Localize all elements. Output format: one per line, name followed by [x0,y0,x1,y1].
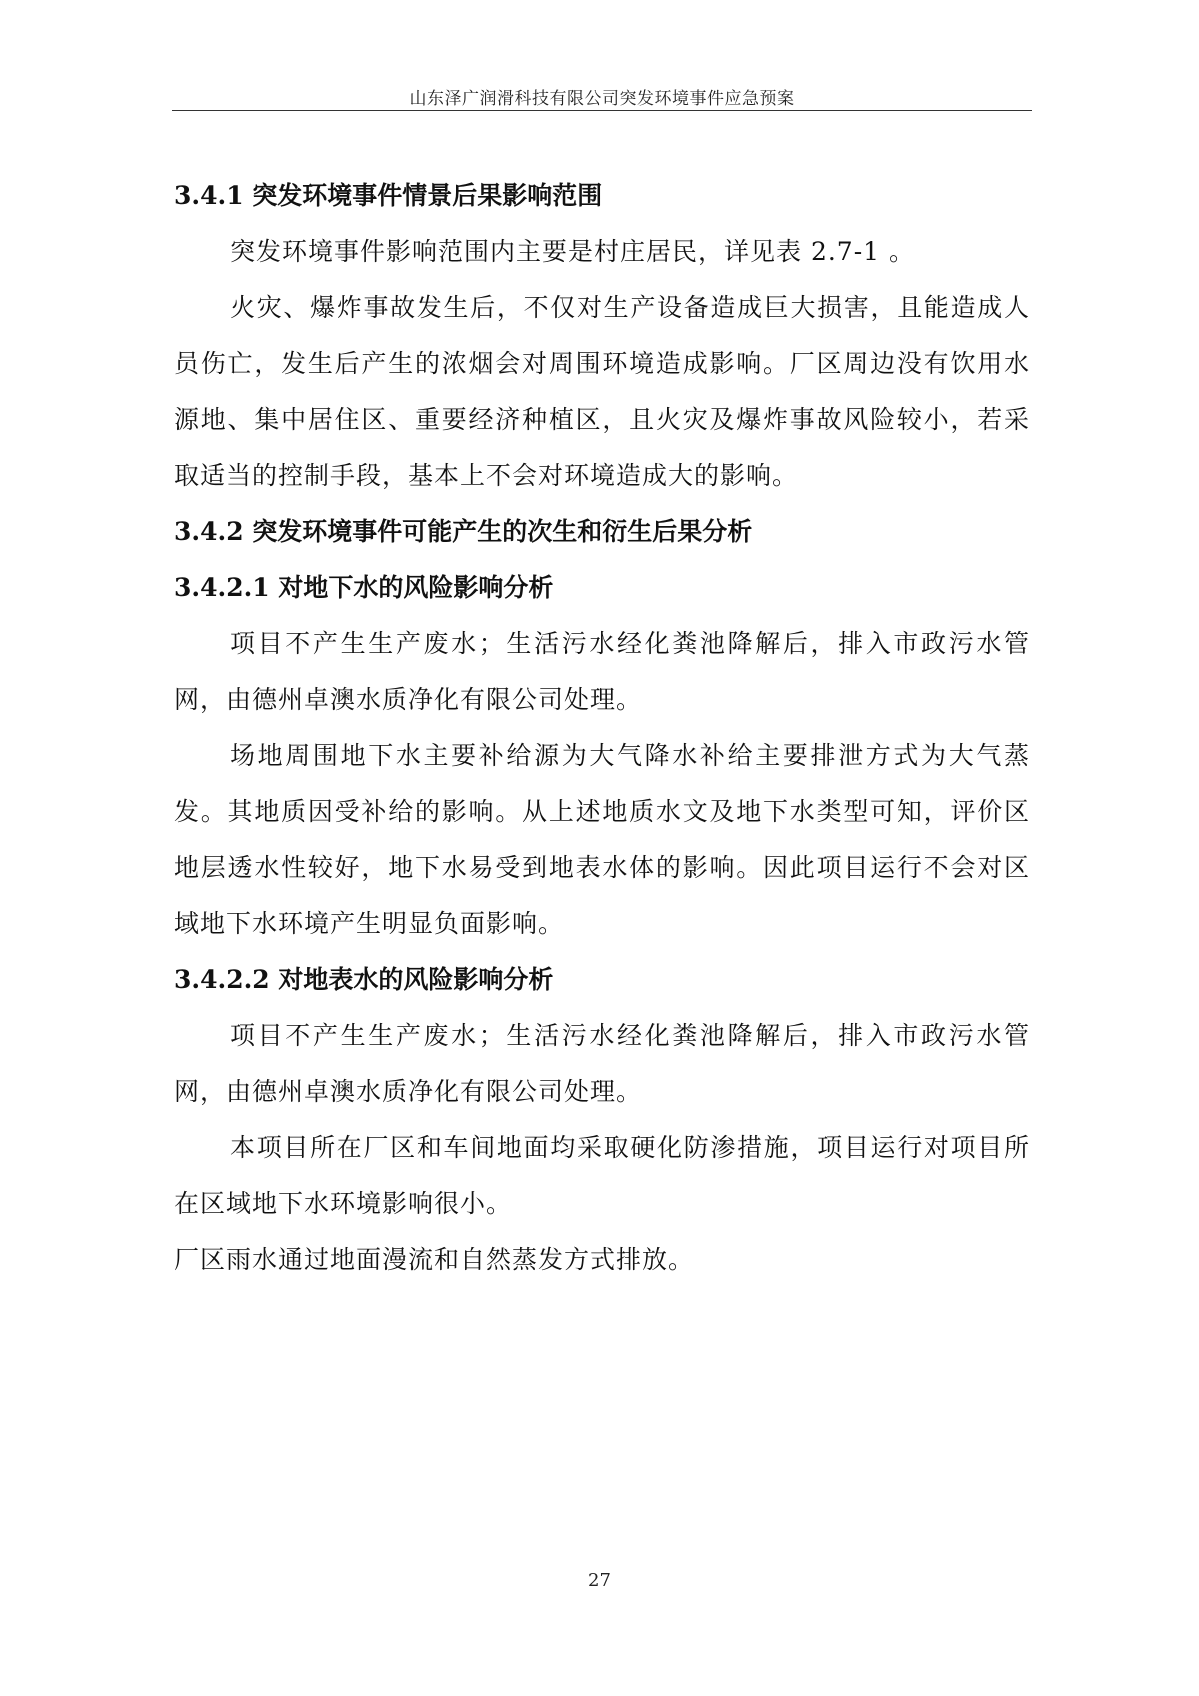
page-number: 27 [588,1570,611,1591]
section-heading-3-4-2-2: 3.4.2.2 对地表水的风险影响分析 [174,965,554,994]
page-header: 山东泽广润滑科技有限公司突发环境事件应急预案 [409,89,795,109]
section-heading-3-4-2-1: 3.4.2.1 对地下水的风险影响分析 [174,573,554,602]
paragraph: 本项目所在厂区和车间地面均采取硬化防渗措施，项目运行对项目所在区域地下水环境影响很小。 [174,1133,1030,1218]
section-heading-3-4-1: 3.4.1 突发环境事件情景后果影响范围 [174,181,603,210]
section-heading-3-4-2: 3.4.2 突发环境事件可能产生的次生和衍生后果分析 [174,517,753,546]
paragraph: 场地周围地下水主要补给源为大气降水补给主要排泄方式为大气蒸发。其地质因受补给的影响。从上述地质水文及地下水类型可知，评价区地层透水性较好，地下水易受到地表水体的影响。因此项目运行不会对区域地下水环境产生明显负面影响。 [174,741,1030,938]
header-divider [172,110,1032,111]
document-body [174,168,1030,1288]
paragraph: 突发环境事件影响范围内主要是村庄居民，详见表 2.7-1 。 [230,237,916,266]
paragraph: 项目不产生生产废水；生活污水经化粪池降解后，排入市政污水管网，由德州卓澳水质净化有限公司处理。 [174,629,1030,714]
paragraph: 厂区雨水通过地面漫流和自然蒸发方式排放。 [174,1245,695,1274]
paragraph: 项目不产生生产废水；生活污水经化粪池降解后，排入市政污水管网，由德州卓澳水质净化有限公司处理。 [174,1021,1030,1106]
paragraph: 火灾、爆炸事故发生后，不仅对生产设备造成巨大损害，且能造成人员伤亡，发生后产生的浓烟会对周围环境造成影响。厂区周边没有饮用水源地、集中居住区、重要经济种植区，且火灾及爆炸事故风险较小，若采取适当的控制手段，基本上不会对环境造成大的影响。 [174,293,1030,490]
